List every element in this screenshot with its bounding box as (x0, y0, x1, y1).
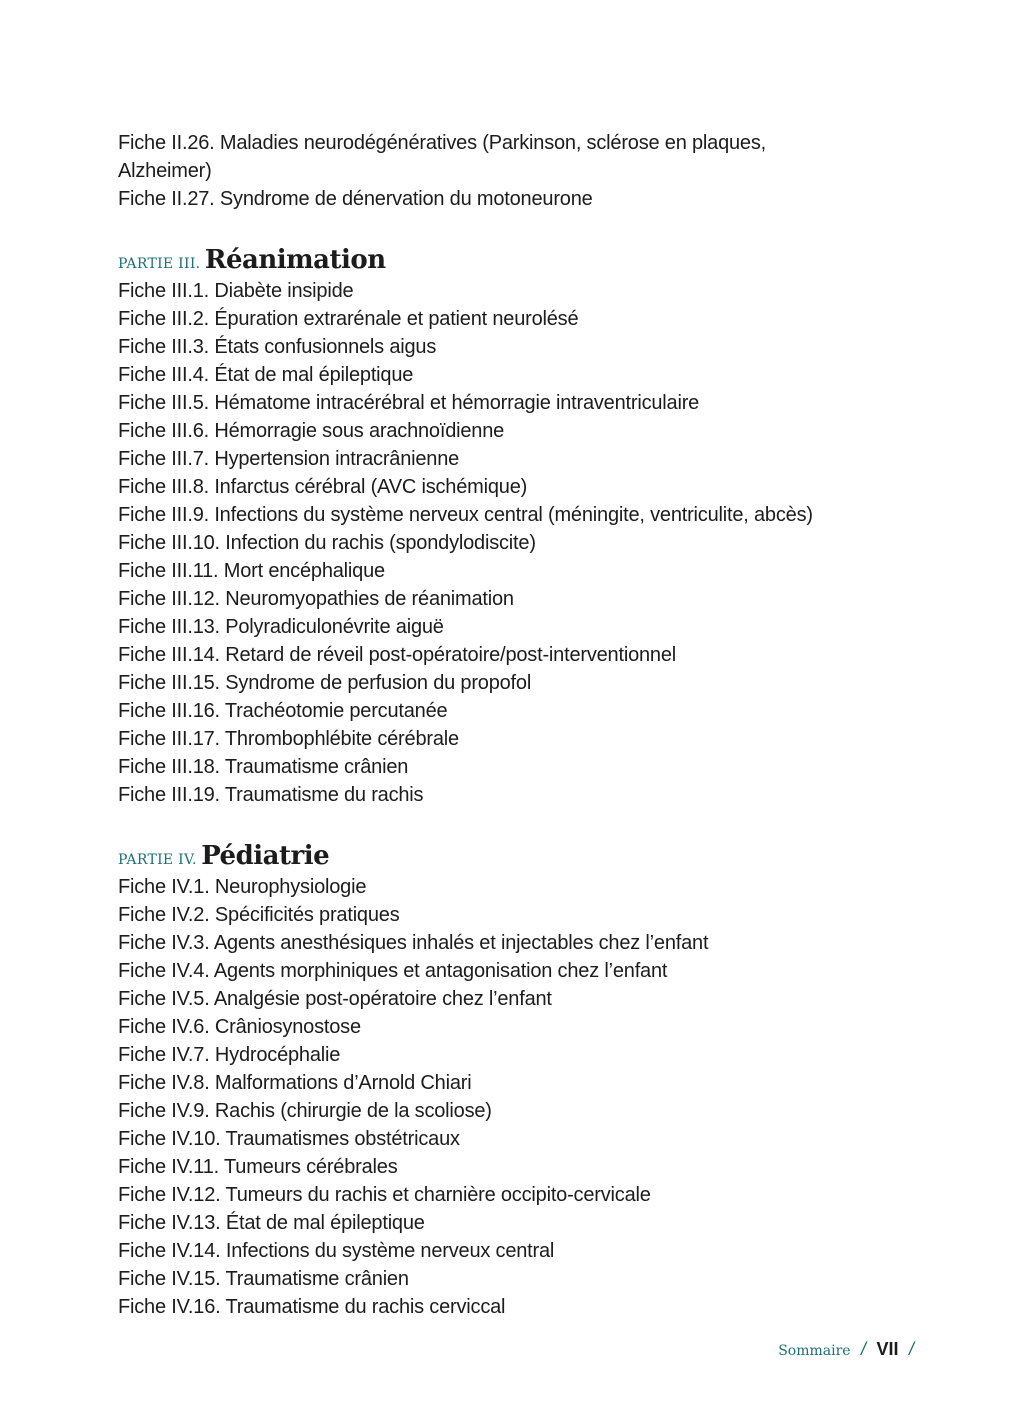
part3-label: PARTIE III. (118, 256, 201, 272)
toc-entry: Fiche III.6. Hémorragie sous arachnoïdienne (118, 420, 505, 442)
toc-entry: Fiche IV.9. Rachis (chirurgie de la scoliose) (118, 1100, 492, 1122)
part4-list (118, 873, 878, 1321)
toc-entry: Fiche III.10. Infection du rachis (spondylodiscite) (118, 532, 536, 554)
part3-list (118, 277, 878, 809)
toc-entry: Fiche III.9. Infections du système nerveux central (méningite, ventriculite, abcès) (118, 504, 813, 526)
toc-entry: Fiche III.11. Mort encéphalique (118, 560, 385, 582)
toc-entry: Fiche IV.14. Infections du système nerveux central (118, 1240, 555, 1262)
toc-entry: Fiche IV.6. Crâniosynostose (118, 1016, 361, 1038)
toc-entry: Fiche IV.8. Malformations d’Arnold Chiari (118, 1072, 472, 1094)
toc-entry: Fiche III.15. Syndrome de perfusion du propofol (118, 672, 532, 694)
part4-title: Pédiatrie (201, 841, 330, 871)
toc-entry: Fiche IV.13. État de mal épileptique (118, 1212, 425, 1234)
toc-entry: Fiche IV.1. Neurophysiologie (118, 876, 367, 898)
toc-entry: Fiche II.27. Syndrome de dénervation du motoneurone (118, 188, 593, 210)
part3-title: Réanimation (204, 245, 386, 275)
toc-entry: Fiche II.26. Maladies neurodégénératives (Parkinson, sclérose en plaques, Alzheimer) (118, 132, 766, 182)
toc-entry: Fiche III.3. États confusionnels aigus (118, 336, 437, 358)
part4-heading (118, 839, 878, 873)
toc-entry: Fiche IV.10. Traumatismes obstétricaux (118, 1128, 460, 1150)
toc-entry: Fiche III.8. Infarctus cérébral (AVC ischémique) (118, 476, 528, 498)
part2-continued-list (118, 129, 878, 213)
toc-entry: Fiche IV.4. Agents morphiniques et antagonisation chez l’enfant (118, 960, 668, 982)
toc-entry: Fiche III.13. Polyradiculonévrite aiguë (118, 616, 444, 638)
toc-entry: Fiche III.14. Retard de réveil post-opératoire/post-interventionnel (118, 644, 677, 666)
toc-entry: Fiche IV.12. Tumeurs du rachis et charnière occipito-cervicale (118, 1184, 651, 1206)
toc-entry: Fiche IV.16. Traumatisme du rachis cerviccal (118, 1296, 506, 1318)
toc-entry: Fiche III.1. Diabète insipide (118, 280, 354, 302)
toc-entry: Fiche III.12. Neuromyopathies de réanimation (118, 588, 514, 610)
toc-entry: Fiche III.2. Épuration extrarénale et patient neurolésé (118, 308, 579, 330)
table-of-contents (118, 129, 878, 1321)
footer-label: Sommaire (778, 1343, 851, 1359)
toc-entry: Fiche III.19. Traumatisme du rachis (118, 784, 424, 806)
footer-slash-left: / (861, 1339, 867, 1359)
toc-entry: Fiche III.18. Traumatisme crânien (118, 756, 409, 778)
toc-entry: Fiche III.17. Thrombophlébite cérébrale (118, 728, 459, 750)
toc-entry: Fiche IV.3. Agents anesthésiques inhalés et injectables chez l’enfant (118, 932, 709, 954)
toc-entry: Fiche III.16. Trachéotomie percutanée (118, 700, 448, 722)
toc-entry: Fiche III.7. Hypertension intracrânienne (118, 448, 460, 470)
footer-slash-right: / (908, 1339, 914, 1359)
toc-entry: Fiche IV.7. Hydrocéphalie (118, 1044, 341, 1066)
toc-entry: Fiche IV.11. Tumeurs cérébrales (118, 1156, 398, 1178)
page-number: VII (876, 1339, 899, 1359)
part3-heading (118, 243, 878, 277)
toc-entry: Fiche III.4. État de mal épileptique (118, 364, 414, 386)
page-footer (778, 1336, 920, 1362)
part4-label: PARTIE IV. (118, 852, 197, 868)
toc-entry: Fiche III.5. Hématome intracérébral et hémorragie intraventriculaire (118, 392, 700, 414)
toc-entry: Fiche IV.15. Traumatisme crânien (118, 1268, 409, 1290)
toc-entry: Fiche IV.5. Analgésie post-opératoire chez l’enfant (118, 988, 552, 1010)
toc-entry: Fiche IV.2. Spécificités pratiques (118, 904, 400, 926)
